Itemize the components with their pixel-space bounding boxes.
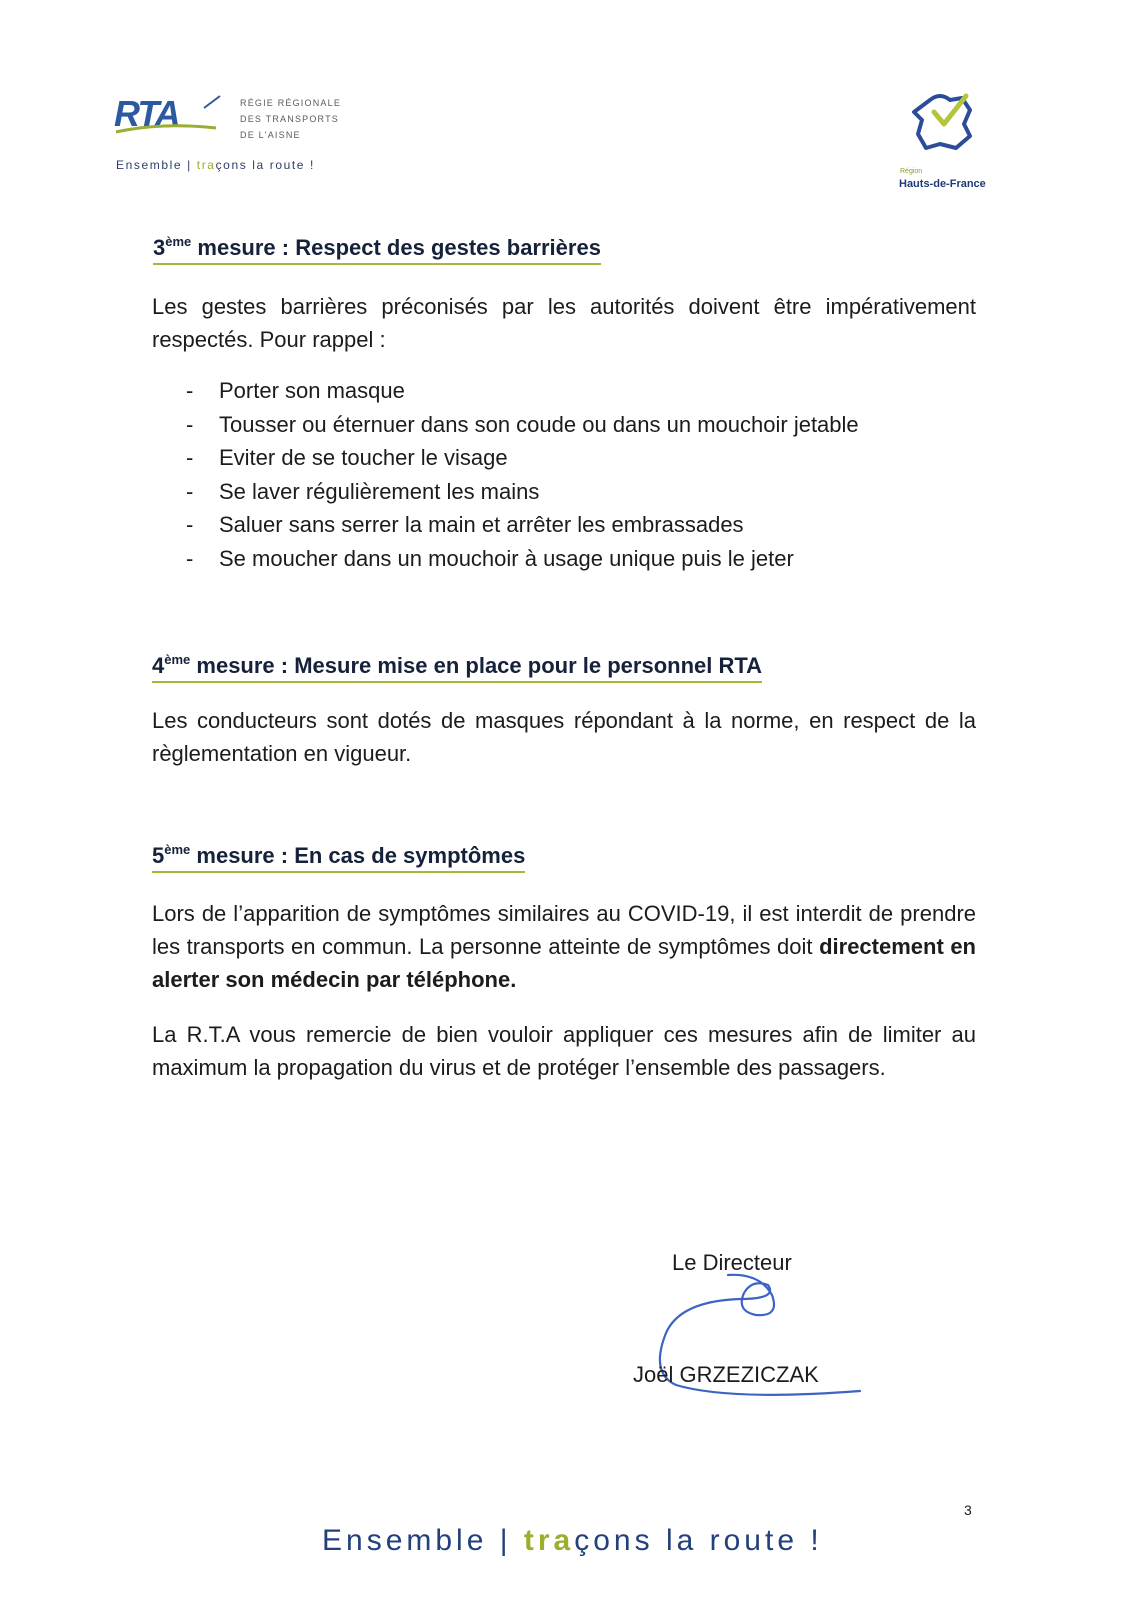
section-3-intro: Les gestes barrières préconisés par les autorités doivent être impérativement respectés. Pour rappel : (152, 294, 976, 352)
closing-paragraph: La R.T.A vous remercie de bien vouloir appliquer ces mesures afin de limiter au maximum la propagation du virus et de protéger l’ensemble des passagers. (152, 1022, 976, 1080)
rta-subtitle-line-2: DES TRANSPORTS (240, 114, 339, 124)
list-item: - Saluer sans serrer la main et arrêter les embrassades (186, 512, 744, 537)
section-3-heading: 3ème mesure : Respect des gestes barrières (153, 235, 601, 265)
signature-title: Le Directeur (672, 1250, 792, 1275)
section-3-bullet-list (182, 374, 859, 575)
footer-tagline: Ensemble | traçons la route ! (322, 1524, 823, 1557)
rta-logo (112, 92, 222, 142)
rta-subtitle-line-3: DE L'AISNE (240, 130, 301, 140)
list-item: - Se moucher dans un mouchoir à usage unique puis le jeter (186, 545, 794, 571)
list-item: - Porter son masque (186, 378, 405, 403)
header-tagline: Ensemble | traçons la route ! (116, 158, 315, 172)
section-4-heading: 4ème mesure : Mesure mise en place pour le personnel RTA (152, 653, 762, 683)
svg-text:RTA: RTA (114, 93, 179, 134)
list-item: - Eviter de se toucher le visage (186, 445, 508, 470)
rta-subtitle-line-1: RÉGIE RÉGIONALE (240, 98, 342, 108)
section-5-heading: 5ème mesure : En cas de symptômes (152, 843, 525, 873)
page-number: 3 (964, 1502, 972, 1518)
section-5-text: Lors de l’apparition de symptômes similaires au COVID-19, il est interdit de prendre les transports en commun. La personne atteinte de symptômes doit directement en alerter son médecin par téléphone. (152, 901, 976, 992)
list-item: - Tousser ou éternuer dans son coude ou dans un mouchoir jetable (186, 411, 859, 437)
signature-name: Joël GRZEZICZAK (633, 1362, 819, 1387)
region-name: Hauts-de-France (899, 178, 986, 190)
region-logo (910, 90, 980, 154)
region-label: Région (900, 168, 923, 175)
list-item: - Se laver régulièrement les mains (186, 478, 540, 504)
section-4-text: Les conducteurs sont dotés de masques répondant à la norme, en respect de la règlementation en vigueur. (152, 708, 976, 766)
